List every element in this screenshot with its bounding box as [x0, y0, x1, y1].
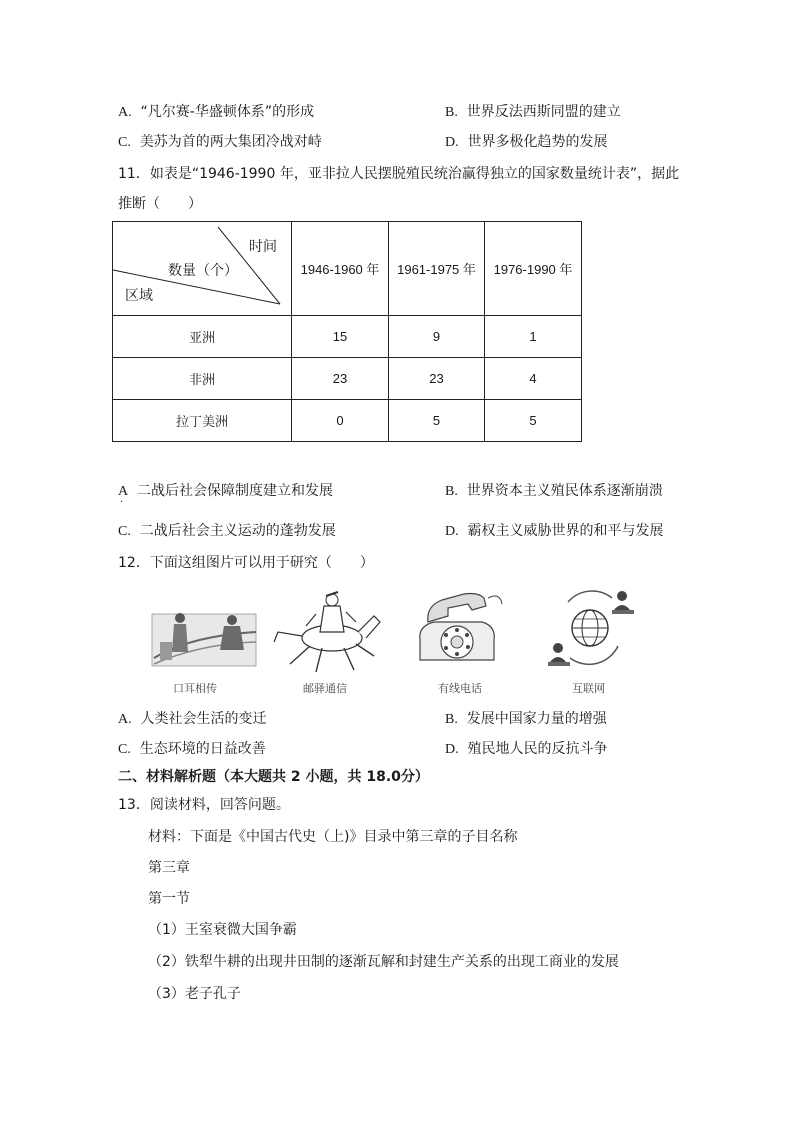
q12-option-c: [118, 741, 266, 759]
option-letter: D.: [445, 135, 459, 150]
q11-option-d: [445, 523, 664, 541]
q13-section: 第一节: [148, 891, 190, 907]
q11-option-c: [118, 523, 336, 541]
table-header-cell: 1946-1960 年: [292, 222, 389, 316]
option-text: 世界资本主义殖民体系逐渐崩溃: [466, 483, 663, 499]
picture-caption: 互联网: [572, 682, 605, 695]
value-cell: 23: [389, 358, 485, 400]
q13-item: （2）铁犁牛耕的出现井田制的逐渐瓦解和封建生产关系的出现工商业的发展: [148, 954, 619, 970]
dot-mark: ·: [120, 497, 124, 508]
q13-material: 材料：下面是《中国古代史（上)》目录中第三章的子目名称: [148, 829, 518, 845]
value-cell: 15: [292, 316, 389, 358]
option-letter: C.: [118, 742, 131, 757]
option-letter: D.: [445, 524, 459, 539]
q11-option-a: [118, 483, 333, 501]
table-header-cell: 1961-1975 年: [389, 222, 485, 316]
table-header-cell: 1976-1990 年: [485, 222, 582, 316]
q13-item: （1）王室衰微大国争霸: [148, 922, 297, 938]
independence-stats-table: [112, 221, 582, 442]
region-cell: 非洲: [113, 358, 292, 400]
option-letter: A.: [118, 712, 132, 727]
option-letter: C.: [118, 524, 131, 539]
q11-option-b: [445, 483, 663, 501]
q10-option-c: [118, 134, 322, 152]
value-cell: 1: [485, 316, 582, 358]
corner-label-time: 时间: [249, 239, 277, 255]
q11-stem-line2: 推断（ ）: [118, 196, 202, 212]
corner-label-count: 数量（个）: [168, 263, 238, 279]
picture-caption: 有线电话: [438, 682, 482, 695]
option-letter: A.: [118, 105, 132, 120]
option-text: 世界反法西斯同盟的建立: [466, 104, 621, 120]
option-text: 人类社会生活的变迁: [140, 711, 267, 727]
q13-stem: 13．阅读材料，回答问题。: [118, 797, 290, 813]
table-row: [113, 400, 582, 442]
q10-option-b: [445, 104, 621, 122]
option-letter: B.: [445, 712, 458, 727]
value-cell: 4: [485, 358, 582, 400]
table-row: [113, 316, 582, 358]
option-letter: A: [118, 484, 129, 499]
picture-caption: 邮驿通信: [303, 682, 347, 695]
q12-stem: 12．下面这组图片可以用于研究（ ）: [118, 555, 374, 571]
word-of-mouth-picture: [150, 596, 260, 672]
region-cell: 亚洲: [113, 316, 292, 358]
value-cell: 9: [389, 316, 485, 358]
option-text: 美苏为首的两大集团冷战对峙: [139, 134, 322, 150]
option-letter: B.: [445, 484, 458, 499]
option-text: 二战后社会主义运动的蓬勃发展: [139, 523, 336, 539]
option-text: 发展中国家力量的增强: [466, 711, 607, 727]
option-text: 生态环境的日益改善: [139, 741, 266, 757]
postal-horse-picture: [270, 586, 390, 676]
section-heading: 二、材料解析题（本大题共 2 小题，共 18.0分）: [118, 769, 429, 785]
table-corner-cell: [113, 222, 292, 316]
value-cell: 0: [292, 400, 389, 442]
q10-option-d: [445, 134, 608, 152]
q13-chapter: 第三章: [148, 860, 190, 876]
option-text: 世界多极化趋势的发展: [467, 134, 608, 150]
picture-caption: 口耳相传: [173, 682, 217, 695]
option-text: 殖民地人民的反抗斗争: [467, 741, 608, 757]
option-letter: C.: [118, 135, 131, 150]
q12-option-b: [445, 711, 607, 729]
option-text: “凡尔赛-华盛顿体系”的形成: [140, 104, 315, 120]
value-cell: 5: [389, 400, 485, 442]
table-header-row: [113, 222, 582, 316]
option-text: 二战后社会保障制度建立和发展: [137, 483, 334, 499]
table-row: [113, 358, 582, 400]
option-letter: B.: [445, 105, 458, 120]
q12-option-d: [445, 741, 608, 759]
internet-picture: [542, 584, 638, 674]
q11-stem-line1: 11．如表是“1946-1990 年，亚非拉人民摆脱殖民统治赢得独立的国家数量统计表”，据此: [118, 166, 680, 182]
option-letter: D.: [445, 742, 459, 757]
telephone-picture: [408, 586, 508, 670]
q10-option-a: [118, 104, 314, 122]
region-cell: 拉丁美洲: [113, 400, 292, 442]
value-cell: 23: [292, 358, 389, 400]
option-text: 霸权主义威胁世界的和平与发展: [467, 523, 664, 539]
value-cell: 5: [485, 400, 582, 442]
q13-item: （3）老子孔子: [148, 986, 241, 1002]
corner-label-region: 区域: [125, 288, 153, 304]
q12-option-a: [118, 711, 267, 729]
